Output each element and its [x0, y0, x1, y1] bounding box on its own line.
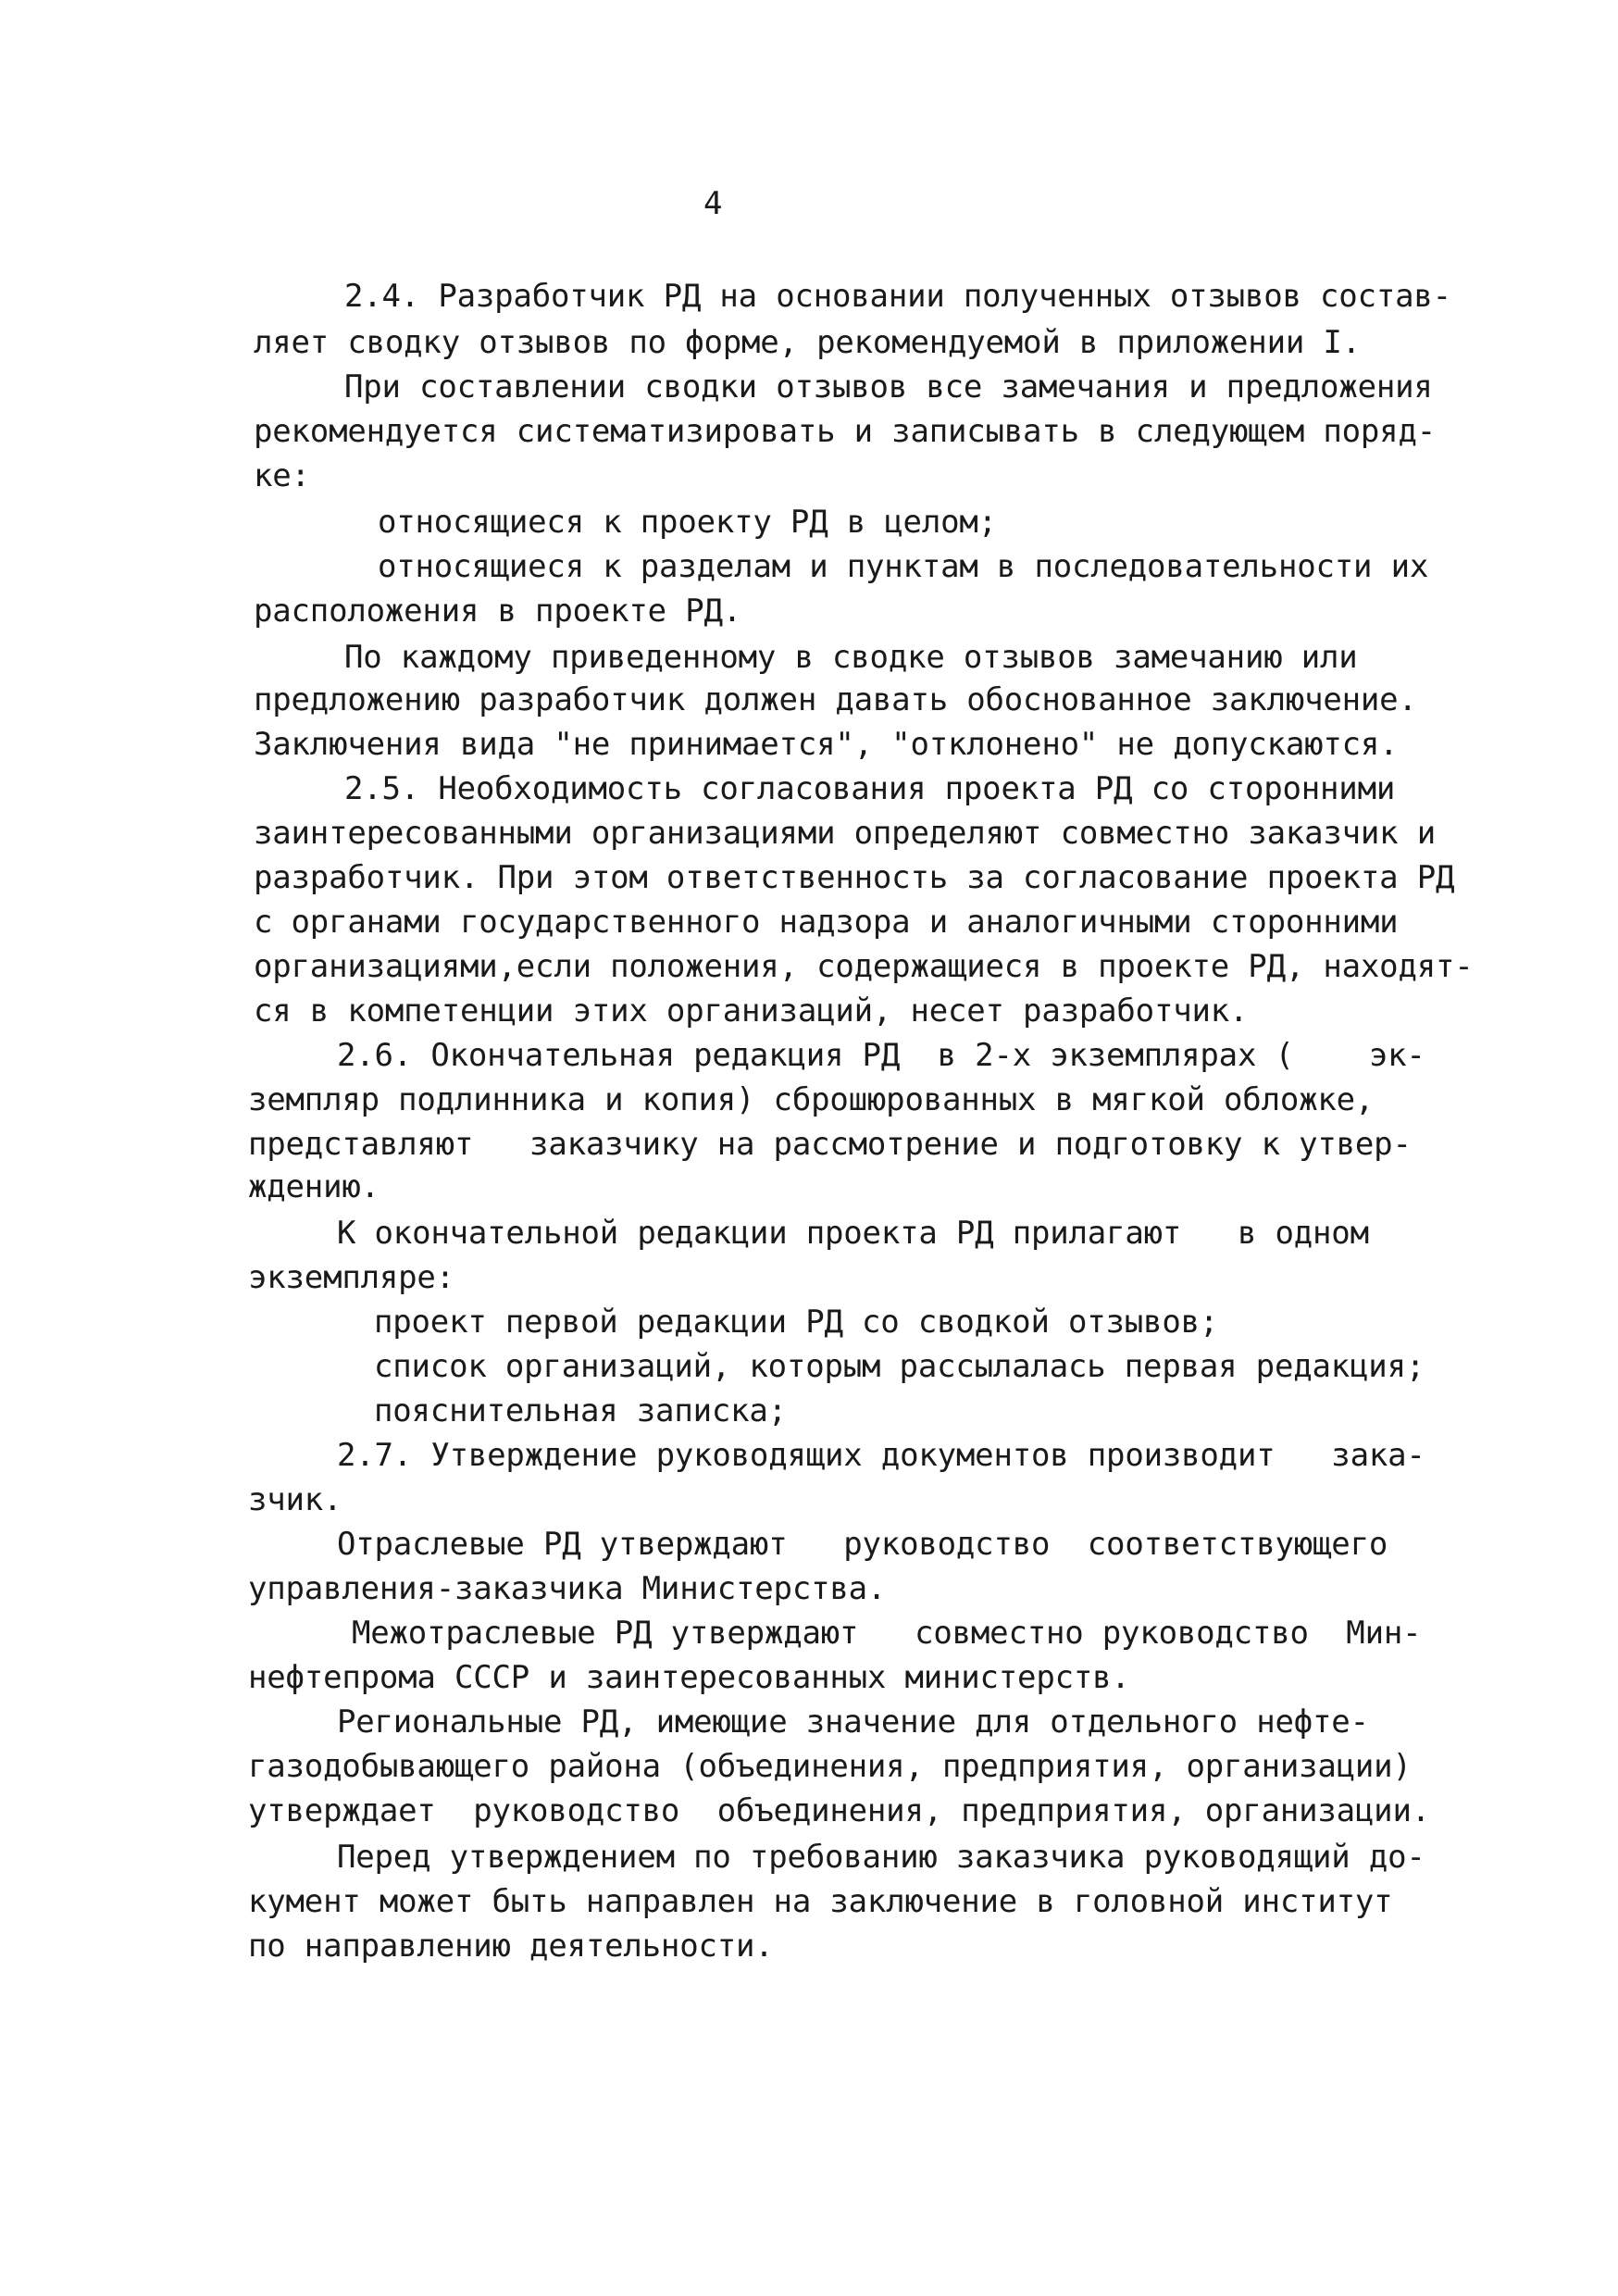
text-line: представляют заказчику на рассмотрение и подготовку к утвер-: [248, 1126, 1412, 1163]
text-line: Отраслевые РД утверждают руководство соответствующего: [337, 1526, 1388, 1563]
text-line: зчик.: [248, 1481, 342, 1518]
text-line: ляет сводку отзывов по форме, рекомендуемой в приложении I.: [254, 324, 1361, 361]
text-line: 2.6. Окончательная редакция РД в 2-х экземплярах ( эк-: [337, 1037, 1425, 1074]
text-line: рекомендуется систематизировать и записывать в следующем поряд-: [254, 413, 1436, 450]
text-line: управления-заказчика Министерства.: [248, 1570, 887, 1607]
text-line: ся в компетенции этих организаций, несет разработчик.: [254, 992, 1249, 1029]
text-line: по направлению деятельности.: [248, 1928, 774, 1965]
text-line: При составлении сводки отзывов все замечания и предложения: [344, 368, 1433, 406]
text-line: По каждому приведенному в сводке отзывов замечанию или: [344, 639, 1358, 676]
text-line: проект первой редакции РД со сводкой отзывов;: [374, 1304, 1219, 1341]
text-line: Региональные РД, имеющие значение для отдельного нефте-: [337, 1703, 1369, 1741]
text-line: 2.4. Разработчик РД на основании полученных отзывов состав-: [344, 278, 1451, 315]
text-line: разработчик. При этом ответственность за согласование проекта РД: [254, 859, 1455, 896]
text-line: утверждает руководство объединения, предприятия, организации.: [248, 1792, 1430, 1829]
text-line: пояснительная записка;: [374, 1392, 787, 1429]
text-line: список организаций, которым рассылалась первая редакция;: [374, 1348, 1425, 1385]
text-line: Перед утверждением по требованию заказчика руководящий до-: [337, 1839, 1425, 1876]
text-line: с органами государственного надзора и аналогичными сторонними: [254, 904, 1399, 941]
text-line: заинтересованными организациями определяют совместно заказчик и: [254, 815, 1436, 852]
text-line: предложению разработчик должен давать обоснованное заключение.: [254, 681, 1417, 718]
text-line: нефтепрома СССР и заинтересованных министерств.: [248, 1659, 1130, 1696]
text-line: относящиеся к разделам и пунктам в последовательности их: [378, 548, 1429, 585]
text-line: ждению.: [248, 1168, 380, 1205]
page-number: 4: [703, 185, 723, 222]
text-line: организациями,если положения, содержащиеся в проекте РД, находят-: [254, 948, 1474, 985]
text-line: Заключения вида "не принимается", "отклонено" не допускаются.: [254, 726, 1399, 763]
text-line: 2.7. Утверждение руководящих документов производит зака-: [337, 1437, 1425, 1474]
text-line: ке:: [254, 457, 310, 494]
text-line: расположения в проекте РД.: [254, 593, 742, 630]
text-line: газодобывающего района (объединения, предприятия, организации): [248, 1748, 1412, 1785]
text-line: К окончательной редакции проекта РД прилагают в одном: [337, 1215, 1369, 1252]
text-line: относящиеся к проекту РД в целом;: [378, 504, 997, 541]
text-line: Межотраслевые РД утверждают совместно руководство Мин-: [352, 1615, 1422, 1652]
text-line: земпляр подлинника и копия) сброшюрованных в мягкой обложке,: [248, 1081, 1375, 1118]
text-line: 2.5. Необходимость согласования проекта РД со сторонними: [344, 770, 1396, 807]
text-line: экземпляре:: [248, 1259, 454, 1296]
text-line: кумент может быть направлен на заключение в головной институт: [248, 1883, 1393, 1920]
